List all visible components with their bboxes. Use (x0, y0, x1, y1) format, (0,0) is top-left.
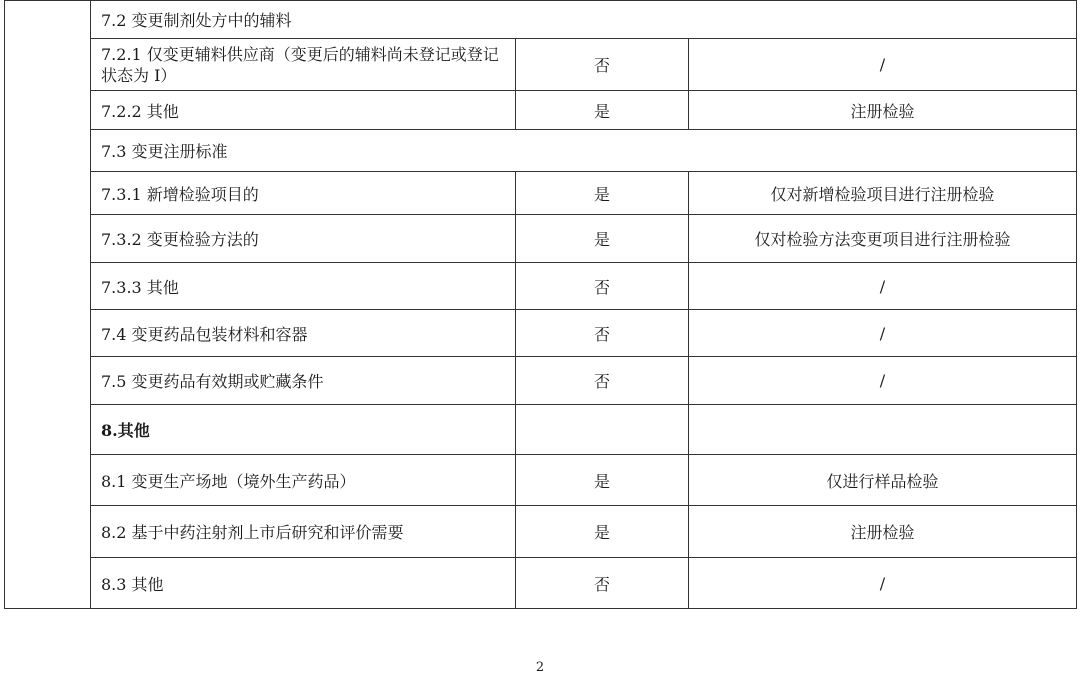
table-row (5, 130, 1077, 172)
section-title: 7.3 变更注册标准 (91, 130, 1077, 172)
flag-cell: 是 (516, 506, 689, 558)
flag-cell: 否 (516, 310, 689, 357)
item-cell: 7.2.2 其他 (91, 91, 516, 130)
note-cell: 仅进行样品检验 (689, 455, 1077, 506)
note-cell: / (689, 310, 1077, 357)
item-cell: 7.4 变更药品包装材料和容器 (91, 310, 516, 357)
blank-left-column (5, 1, 91, 609)
note-cell: / (689, 558, 1077, 609)
item-cell: 7.3.3 其他 (91, 263, 516, 310)
item-cell: 8.2 基于中药注射剂上市后研究和评价需要 (91, 506, 516, 558)
item-cell: 8.3 其他 (91, 558, 516, 609)
table-row (5, 455, 1077, 506)
note-cell: 注册检验 (689, 506, 1077, 558)
table-row (5, 263, 1077, 310)
table-row (5, 558, 1077, 609)
flag-cell: 否 (516, 263, 689, 310)
flag-cell: 否 (516, 357, 689, 405)
note-cell: 仅对检验方法变更项目进行注册检验 (689, 215, 1077, 263)
page-number: 2 (535, 660, 545, 675)
table-row (5, 215, 1077, 263)
table-row (5, 506, 1077, 558)
flag-cell: 是 (516, 172, 689, 215)
item-cell: 8.1 变更生产场地（境外生产药品） (91, 455, 516, 506)
table-row (5, 91, 1077, 130)
item-cell: 7.3.1 新增检验项目的 (91, 172, 516, 215)
table-row (5, 39, 1077, 91)
table-row (5, 172, 1077, 215)
flag-cell: 否 (516, 558, 689, 609)
item-cell: 7.5 变更药品有效期或贮藏条件 (91, 357, 516, 405)
document-table (4, 0, 1077, 609)
item-cell: 7.3.2 变更检验方法的 (91, 215, 516, 263)
flag-cell: 否 (516, 39, 689, 91)
flag-cell (516, 405, 689, 455)
section-title: 7.2 变更制剂处方中的辅料 (91, 1, 1077, 39)
note-cell: / (689, 263, 1077, 310)
note-cell: / (689, 357, 1077, 405)
note-cell: 注册检验 (689, 91, 1077, 130)
table-row (5, 1, 1077, 39)
item-cell: 7.2.1 仅变更辅料供应商（变更后的辅料尚未登记或登记状态为 I） (91, 39, 516, 91)
note-cell: / (689, 39, 1077, 91)
note-cell (689, 405, 1077, 455)
chapter-heading: 8.其他 (91, 405, 516, 455)
flag-cell: 是 (516, 455, 689, 506)
flag-cell: 是 (516, 215, 689, 263)
table-row (5, 405, 1077, 455)
table-row (5, 310, 1077, 357)
table-row (5, 357, 1077, 405)
note-cell: 仅对新增检验项目进行注册检验 (689, 172, 1077, 215)
flag-cell: 是 (516, 91, 689, 130)
